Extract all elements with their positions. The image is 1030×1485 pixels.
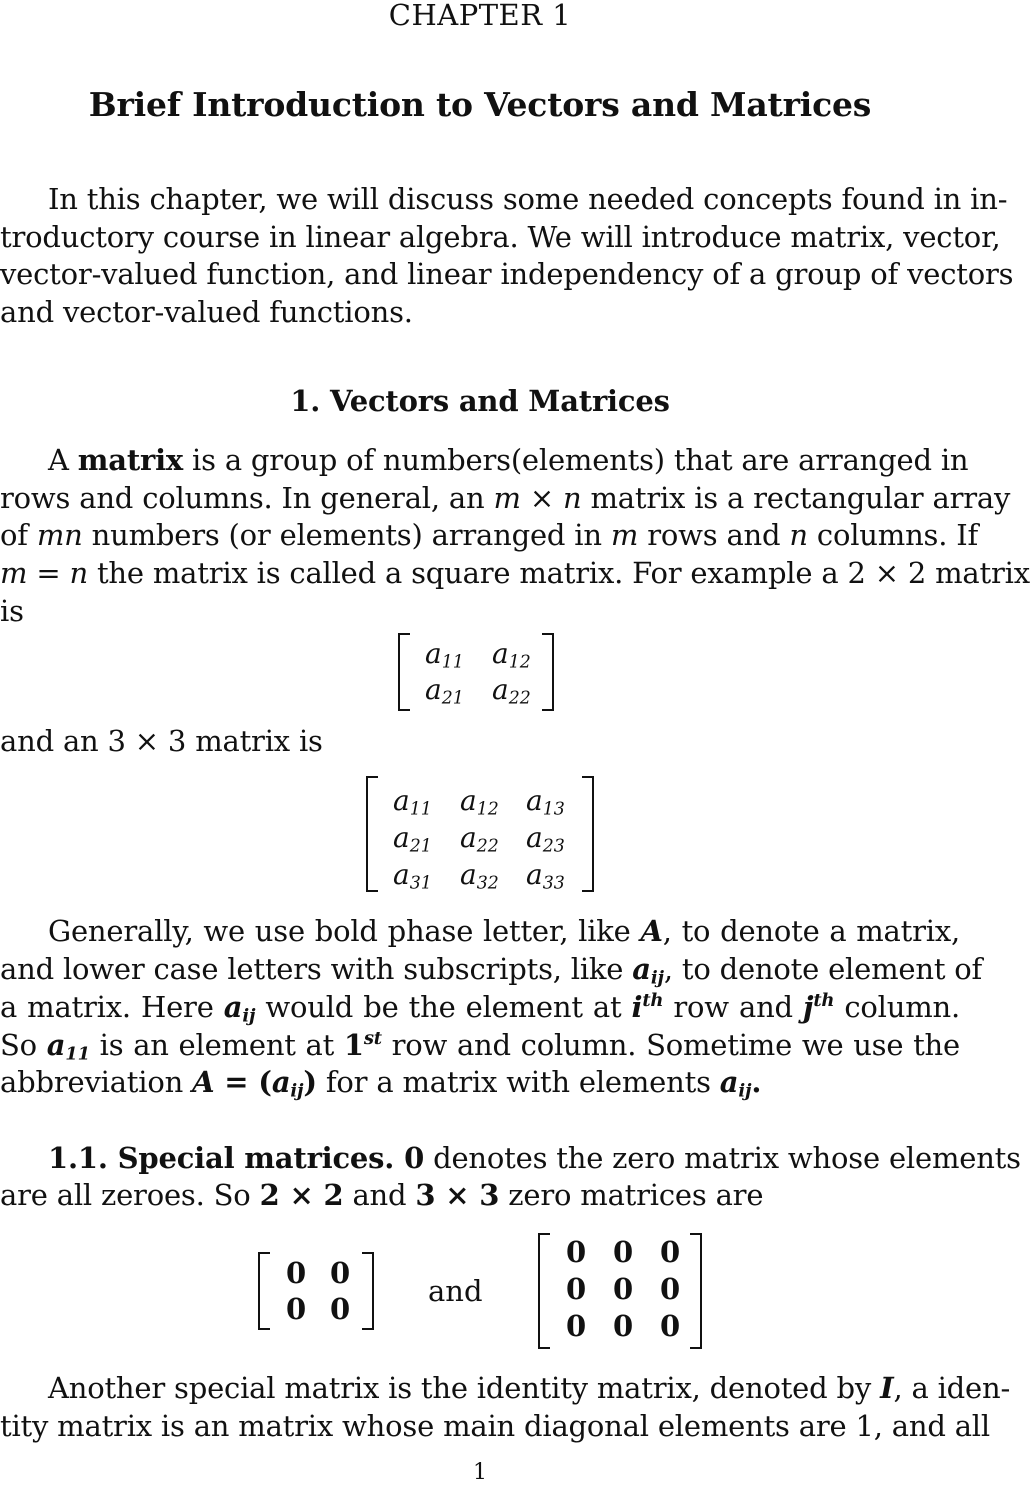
and-3x3-line: and an 3 × 3 matrix is [0, 724, 323, 758]
left-bracket [258, 1252, 270, 1330]
p1-line-5: is [0, 594, 24, 628]
zero-matrix-2x2 [258, 1252, 374, 1330]
p3-line-2: tity matrix is an matrix whose main diagonal elements are 1, and all [0, 1409, 990, 1443]
chapter-title: Brief Introduction to Vectors and Matrices [88, 85, 872, 124]
subsection-title: Special matrices. [107, 1141, 395, 1175]
p1-line-3: of mn numbers (or elements) arranged in m rows and n columns. If [0, 518, 979, 552]
intro-line-1: In this chapter, we will discuss some needed concepts found in in- [48, 182, 1008, 216]
zero-matrix-3x3 [538, 1233, 702, 1349]
matrix-cell: 0 [286, 1292, 307, 1326]
subsection-line-1: 1.1. Special matrices. 0 denotes the zero matrix whose elements [48, 1141, 1021, 1175]
matrix-cell: 0 [286, 1256, 307, 1290]
matrix-cell: 0 [613, 1235, 634, 1269]
matrix-3x3 [366, 776, 594, 892]
subsection-line-2: are all zeroes. So 2 × 2 and 3 × 3 zero matrices are [0, 1178, 764, 1212]
matrix-cell: $a_{21}$ [425, 673, 464, 709]
matrix-cell: $a_{22}$ [460, 821, 499, 857]
right-bracket [362, 1252, 374, 1330]
matrix-cell: $a_{23}$ [526, 821, 565, 857]
and-word: and [428, 1274, 483, 1308]
matrix-cell: $a_{12}$ [492, 637, 531, 673]
p2-line-1: Generally, we use bold phase letter, like A, to denote a matrix, [48, 914, 960, 948]
matrix-cell: $a_{32}$ [460, 858, 499, 894]
matrix-cell: 0 [566, 1235, 587, 1269]
p2-line-2: and lower case letters with subscripts, like $a_{ij}$, to denote element of [0, 952, 983, 989]
matrix-cell: 0 [660, 1309, 681, 1343]
matrix-cell: $a_{22}$ [492, 673, 531, 709]
subsection-number: 1.1. [48, 1141, 108, 1175]
matrix-cell: 0 [330, 1256, 351, 1290]
matrix-cell: $a_{11}$ [393, 784, 432, 820]
matrix-cell: $a_{33}$ [526, 858, 565, 894]
matrix-cell: 0 [660, 1272, 681, 1306]
right-bracket [690, 1233, 702, 1349]
left-bracket [538, 1233, 550, 1349]
p2-line-3: a matrix. Here $a_{ij}$ would be the element at $i^{th}$ row and $j^{th}$ column. [0, 990, 961, 1027]
intro-line-4: and vector-valued functions. [0, 295, 413, 329]
intro-line-3: vector-valued function, and linear independency of a group of vectors [0, 257, 1014, 291]
matrix-cell: 0 [613, 1309, 634, 1343]
matrix-cell: 0 [330, 1292, 351, 1326]
matrix-2x2 [398, 633, 554, 711]
p1-line-2: rows and columns. In general, an m × n matrix is a rectangular array [0, 481, 1011, 515]
matrix-cell: $a_{31}$ [393, 858, 432, 894]
matrix-cell: 0 [613, 1272, 634, 1306]
matrix-cell: $a_{11}$ [425, 637, 464, 673]
matrix-cell: $a_{21}$ [393, 821, 432, 857]
matrix-cell: $a_{13}$ [526, 784, 565, 820]
matrix-cell: 0 [660, 1235, 681, 1269]
left-bracket [398, 633, 410, 711]
p3-line-1: Another special matrix is the identity matrix, denoted by I, a iden- [48, 1371, 1011, 1405]
left-bracket [366, 776, 378, 892]
p2-line-4: So $a_{11}$ is an element at 1st row and column. Sometime we use the [0, 1028, 960, 1065]
right-bracket [542, 633, 554, 711]
chapter-label: CHAPTER 1 [388, 0, 572, 32]
right-bracket [582, 776, 594, 892]
page-number: 1 [473, 1460, 487, 1485]
p1-line-1: A matrix is a group of numbers(elements) that are arranged in [48, 443, 969, 477]
matrix-cell: $a_{12}$ [460, 784, 499, 820]
matrix-cell: 0 [566, 1272, 587, 1306]
p2-line-5: abbreviation $A = (a_{ij})$ for a matrix with elements $a_{ij}$. [0, 1065, 762, 1102]
p1-line-4: m = n the matrix is called a square matrix. For example a 2 × 2 matrix [0, 556, 1030, 590]
section-title: 1. Vectors and Matrices [290, 384, 670, 418]
matrix-cell: 0 [566, 1309, 587, 1343]
intro-line-2: troductory course in linear algebra. We will introduce matrix, vector, [0, 220, 1001, 254]
